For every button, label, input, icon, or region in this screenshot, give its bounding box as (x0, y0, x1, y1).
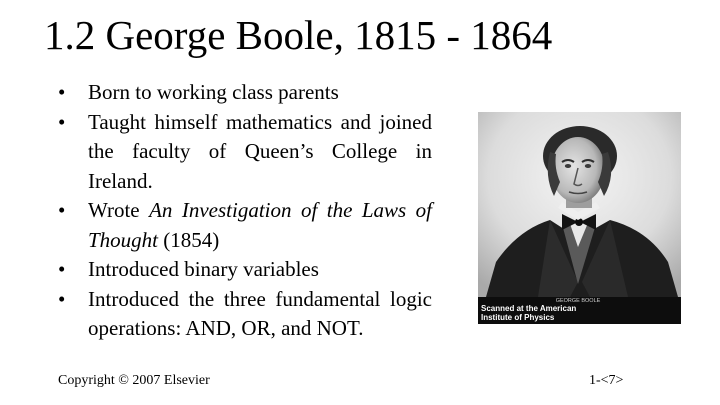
book-title: An Investigation of the Laws of Thought (88, 198, 433, 252)
george-boole-portrait (478, 112, 681, 324)
page-number: 1-<7> (589, 373, 624, 388)
bullet-item: • Introduced the three fundamental logic operations: AND, OR, and NOT. (52, 285, 432, 344)
bullet-item: • Taught himself mathematics and joined the faculty of Queen’s College in Ireland. (52, 108, 432, 197)
portrait-name-caption: GEORGE BOOLE (555, 298, 601, 304)
portrait-credit-line2: Institute of Physics (481, 313, 555, 322)
bullet-list (52, 78, 432, 344)
bullet-text: Wrote (88, 198, 150, 222)
portrait-credit-line1: Scanned at the American (481, 304, 577, 313)
bullet-text: (1854) (158, 227, 220, 252)
bullet-item: • Introduced binary variables (52, 255, 432, 285)
copyright-footer: Copyright © 2007 Elsevier (58, 373, 210, 388)
bullet-item: • Born to working class parents (52, 78, 432, 108)
portrait-drawing (478, 112, 681, 324)
slide-title: 1.2 George Boole, 1815 - 1864 (44, 12, 553, 58)
bullet-item (52, 196, 432, 255)
